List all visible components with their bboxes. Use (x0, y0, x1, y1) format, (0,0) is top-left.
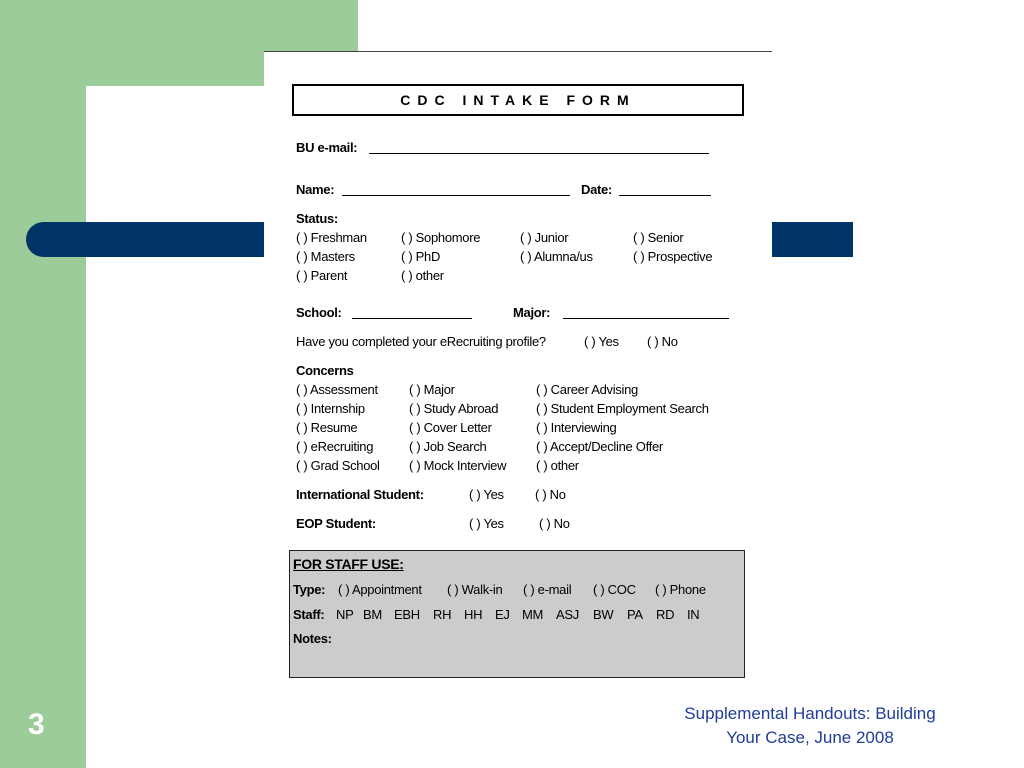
form-title: CDC INTAKE FORM (292, 84, 744, 116)
eop-yes[interactable]: ( ) Yes (469, 516, 504, 531)
concern-student-employment[interactable]: ( ) Student Employment Search (536, 401, 709, 416)
staff-initial[interactable]: BW (593, 607, 614, 622)
type-walk-in[interactable]: ( ) Walk-in (447, 582, 503, 597)
status-senior[interactable]: ( ) Senior (633, 230, 684, 245)
staff-initial[interactable]: ASJ (556, 607, 579, 622)
erecruiting-yes[interactable]: ( ) Yes (584, 334, 619, 349)
staff-use-box (289, 550, 745, 678)
erecruiting-no[interactable]: ( ) No (647, 334, 678, 349)
type-label: Type: (293, 582, 326, 597)
concern-other[interactable]: ( ) other (536, 458, 579, 473)
erecruiting-question: Have you completed your eRecruiting profile? (296, 334, 546, 349)
international-no[interactable]: ( ) No (535, 487, 566, 502)
status-prospective[interactable]: ( ) Prospective (633, 249, 713, 264)
major-field[interactable] (563, 318, 729, 319)
staff-initial[interactable]: NP (336, 607, 354, 622)
type-appointment[interactable]: ( ) Appointment (338, 582, 422, 597)
international-label: International Student: (296, 487, 424, 502)
bu-email-label: BU e-mail: (296, 140, 358, 155)
left-green-bar (0, 0, 86, 768)
status-masters[interactable]: ( ) Masters (296, 249, 355, 264)
footer-line-2: Your Case, June 2008 (726, 728, 894, 747)
concern-erecruiting[interactable]: ( ) eRecruiting (296, 439, 374, 454)
bu-email-field[interactable] (369, 153, 709, 154)
slide-number: 3 (28, 708, 45, 741)
staff-initial[interactable]: IN (687, 607, 700, 622)
status-label: Status: (296, 211, 338, 226)
concern-job-search[interactable]: ( ) Job Search (409, 439, 487, 454)
concern-internship[interactable]: ( ) Internship (296, 401, 365, 416)
concern-interviewing[interactable]: ( ) Interviewing (536, 420, 617, 435)
staff-initial[interactable]: BM (363, 607, 382, 622)
status-phd[interactable]: ( ) PhD (401, 249, 441, 264)
concern-resume[interactable]: ( ) Resume (296, 420, 358, 435)
staff-label: Staff: (293, 607, 325, 622)
staff-initial[interactable]: EBH (394, 607, 420, 622)
date-label: Date: (581, 182, 613, 197)
slide-footer (660, 702, 960, 750)
staff-initial[interactable]: PA (627, 607, 643, 622)
major-label: Major: (513, 305, 551, 320)
staff-initial[interactable]: EJ (495, 607, 510, 622)
concern-assessment[interactable]: ( ) Assessment (296, 382, 378, 397)
eop-no[interactable]: ( ) No (539, 516, 570, 531)
name-label: Name: (296, 182, 335, 197)
concerns-label: Concerns (296, 363, 354, 378)
type-coc[interactable]: ( ) COC (593, 582, 636, 597)
staff-initial[interactable]: RH (433, 607, 452, 622)
eop-label: EOP Student: (296, 516, 376, 531)
concern-cover-letter[interactable]: ( ) Cover Letter (409, 420, 492, 435)
footer-line-1: Supplemental Handouts: Building (684, 704, 936, 723)
status-sophomore[interactable]: ( ) Sophomore (401, 230, 481, 245)
school-label: School: (296, 305, 342, 320)
concern-career-advising[interactable]: ( ) Career Advising (536, 382, 638, 397)
staff-initial[interactable]: RD (656, 607, 675, 622)
notes-label: Notes: (293, 631, 332, 646)
school-field[interactable] (352, 318, 472, 319)
staff-heading: FOR STAFF USE: (293, 556, 404, 572)
status-junior[interactable]: ( ) Junior (520, 230, 569, 245)
concern-major[interactable]: ( ) Major (409, 382, 455, 397)
status-other[interactable]: ( ) other (401, 268, 444, 283)
name-field[interactable] (342, 195, 570, 196)
type-phone[interactable]: ( ) Phone (655, 582, 706, 597)
status-alumna[interactable]: ( ) Alumna/us (520, 249, 593, 264)
concern-accept-decline[interactable]: ( ) Accept/Decline Offer (536, 439, 663, 454)
staff-initial[interactable]: MM (522, 607, 544, 622)
status-freshman[interactable]: ( ) Freshman (296, 230, 367, 245)
concern-mock-interview[interactable]: ( ) Mock Interview (409, 458, 507, 473)
type-email[interactable]: ( ) e-mail (523, 582, 572, 597)
concern-grad-school[interactable]: ( ) Grad School (296, 458, 380, 473)
date-field[interactable] (619, 195, 711, 196)
intake-form-document (264, 51, 772, 684)
status-parent[interactable]: ( ) Parent (296, 268, 348, 283)
international-yes[interactable]: ( ) Yes (469, 487, 504, 502)
staff-initial[interactable]: HH (464, 607, 483, 622)
concern-study-abroad[interactable]: ( ) Study Abroad (409, 401, 499, 416)
